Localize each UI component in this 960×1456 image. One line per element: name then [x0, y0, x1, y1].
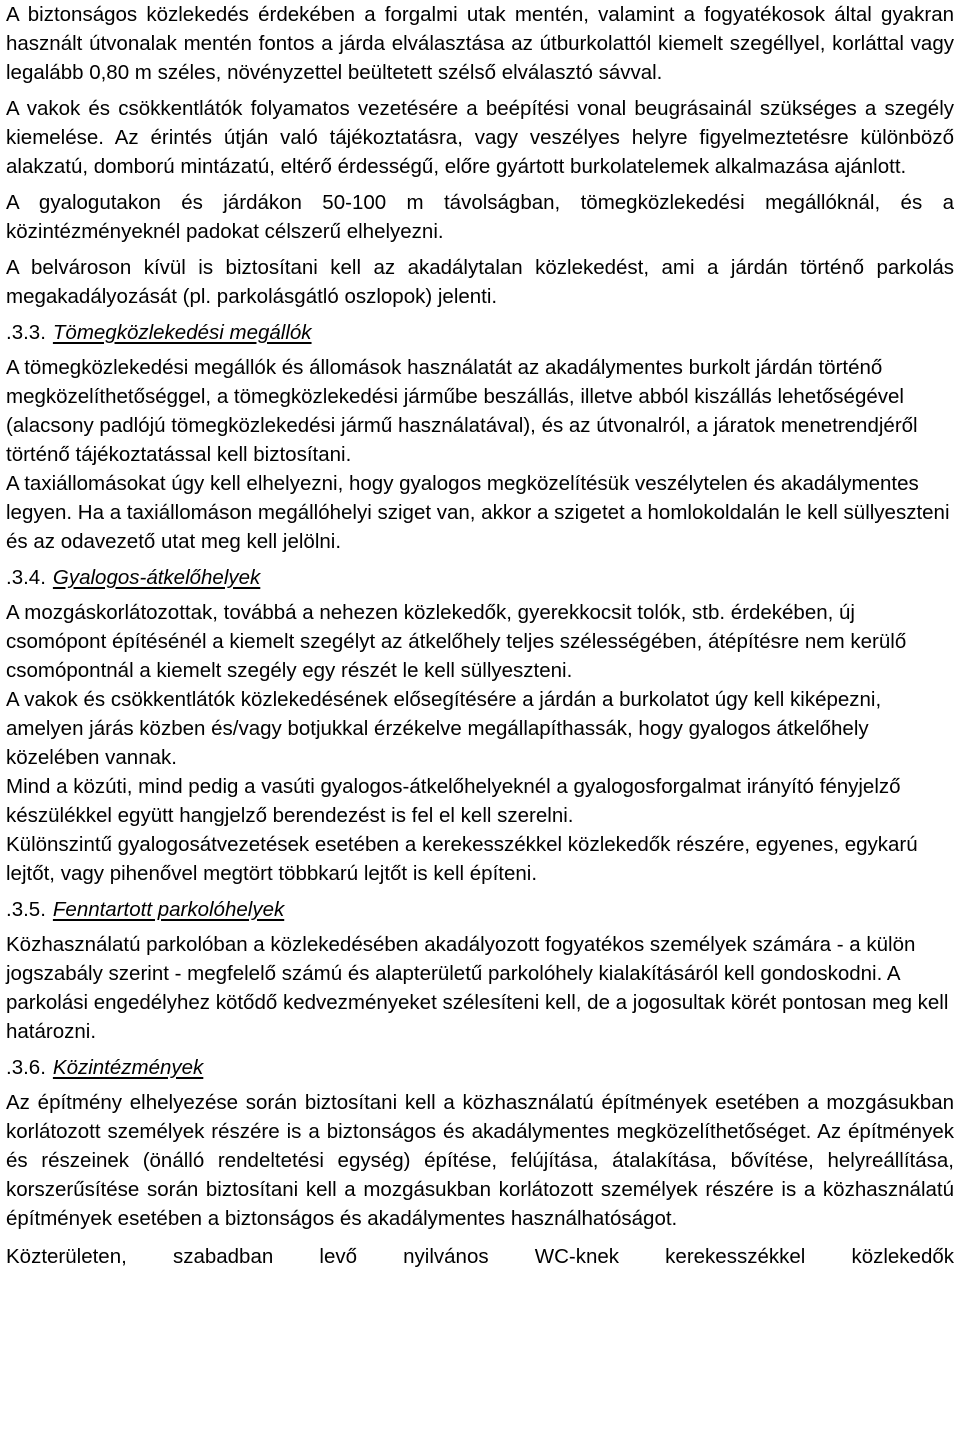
paragraph-public-wc: Közterületen, szabadban levő nyilvános WC-knek kerekesszékkel közlekedők: [6, 1245, 954, 1268]
section-title: Gyalogos-átkelőhelyek: [52, 566, 261, 589]
paragraph-sidewalk-separation: A biztonságos közlekedés érdekében a forgalmi utak mentén, valamint a fogyatékosok által gyakran használt útvonalak mentén fontos a járda elválasztása az útburkolattól kiemelt szegéllyel, korláttal vagy legalább 0,80 m széles, növényzettel beültetett szélső elválasztó sávval.: [6, 3, 954, 84]
section-heading-public-transport-stops: [6, 318, 954, 347]
section-number: .3.5.: [6, 898, 46, 921]
paragraph-transport-stops-access: A tömegközlekedési megállók és állomások használatát az akadálymentes burkolt járdán történő megközelíthetőséggel, a tömegközlekedési járműbe beszállás, illetve abból kiszállás lehetőségével (alacsony padlójú tömegközlekedési jármű használatával), és az útvonalról, a járatok menetrendjéről történő tájékoztatással kell biztosítani.: [6, 356, 918, 466]
paragraph-blind-guidance: A vakok és csökkentlátók folyamatos vezetésére a beépítési vonal beugrásainál szükséges a szegély kiemelése. Az érintés útján való tájékoztatásra, vagy veszélyes helyre figyelmeztetésre különböző alakzatú, domború mintázatú, eltérő érdességű, előre gyártott burkolatelemek alkalmazása ajánlott.: [6, 97, 954, 178]
paragraph-tactile-paving: A vakok és csökkentlátók közlekedésének elősegítésére a járdán a burkolatot úgy kell kiképezni, amelyen járás közben és/vagy botjukkal érzékelve megállapíthassák, hogy gyalogos átkelőhely közelében vannak.: [6, 688, 882, 769]
paragraph-curb-lowering: A mozgáskorlátozottak, továbbá a nehezen közlekedők, gyerekkocsit tolók, stb. érdekében, új csomópont építésénél a kiemelt szegélyt az átkelőhely teljes szélességében, átépítésre nem kerülő csomópontnál a kiemelt szegély egy részét le kell süllyeszteni.: [6, 601, 907, 682]
section-number: .3.4.: [6, 566, 46, 589]
section-title: Fenntartott parkolóhelyek: [52, 898, 285, 921]
section-number: .3.6.: [6, 1056, 46, 1079]
paragraph-parking-prevention: A belvároson kívül is biztosítani kell az akadálytalan közlekedést, ami a járdán történő parkolás megakadályozását (pl. parkolásgátló oszlopok) jelenti.: [6, 256, 954, 308]
paragraph-ramps: Különszintű gyalogosátvezetések esetében a kerekesszékkel közlekedők részére, egyenes, egykarú lejtőt, vagy pihenővel megtört többkarú lejtőt is kell építeni.: [6, 833, 918, 885]
section-title: Közintézmények: [52, 1056, 204, 1079]
paragraph-audible-signals: Mind a közúti, mind pedig a vasúti gyalogos-átkelőhelyeknél a gyalogosforgalmat irányító fényjelző készülékkel együtt hangjelző berendezést is fel el kell szerelni.: [6, 775, 901, 827]
section-heading-reserved-parking: [6, 895, 954, 924]
section-title: Tömegközlekedési megállók: [52, 321, 312, 344]
section-heading-public-institutions: [6, 1053, 954, 1082]
paragraph-reserved-parking: Közhasználatú parkolóban a közlekedésében akadályozott fogyatékos személyek számára - a külön jogszabály szerint - megfelelő számú és alapterületű parkolóhely kialakításáról kell gondoskodni. A parkolási engedélyhez kötődő kedvezményeket szélesíteni kell, de a jogosultak körét pontosan meg kell határozni.: [6, 933, 949, 1043]
section-number: .3.3.: [6, 321, 46, 344]
paragraph-benches: A gyalogutakon és járdákon 50-100 m távolságban, tömegközlekedési megállóknál, és a közintézményeknél padokat célszerű elhelyezni.: [6, 191, 954, 243]
paragraph-taxi-stands: A taxiállomásokat úgy kell elhelyezni, hogy gyalogos megközelítésük veszélytelen és akadálymentes legyen. Ha a taxiállomáson megállóhelyi sziget van, akkor a szigetet a homlokoldalán le kell süllyeszteni és az odavezető utat meg kell jelölni.: [6, 472, 950, 553]
section-heading-pedestrian-crossings: [6, 563, 954, 592]
paragraph-public-buildings: Az építmény elhelyezése során biztosítani kell a közhasználatú építmények esetében a mozgásukban korlátozott személyek részére is a biztonságos és akadálymentes megközelíthetőséget. Az építmények és részeinek (önálló rendeltetési egység) építése, felújítása, átalakítása, bővítése, helyreállítása, korszerűsítése során biztosítani kell a mozgásukban korlátozott személyek részére is a közhasználatú építmények esetében a biztonságos és akadálymentes használhatóságot.: [6, 1091, 954, 1230]
document-page: [6, 0, 954, 1271]
